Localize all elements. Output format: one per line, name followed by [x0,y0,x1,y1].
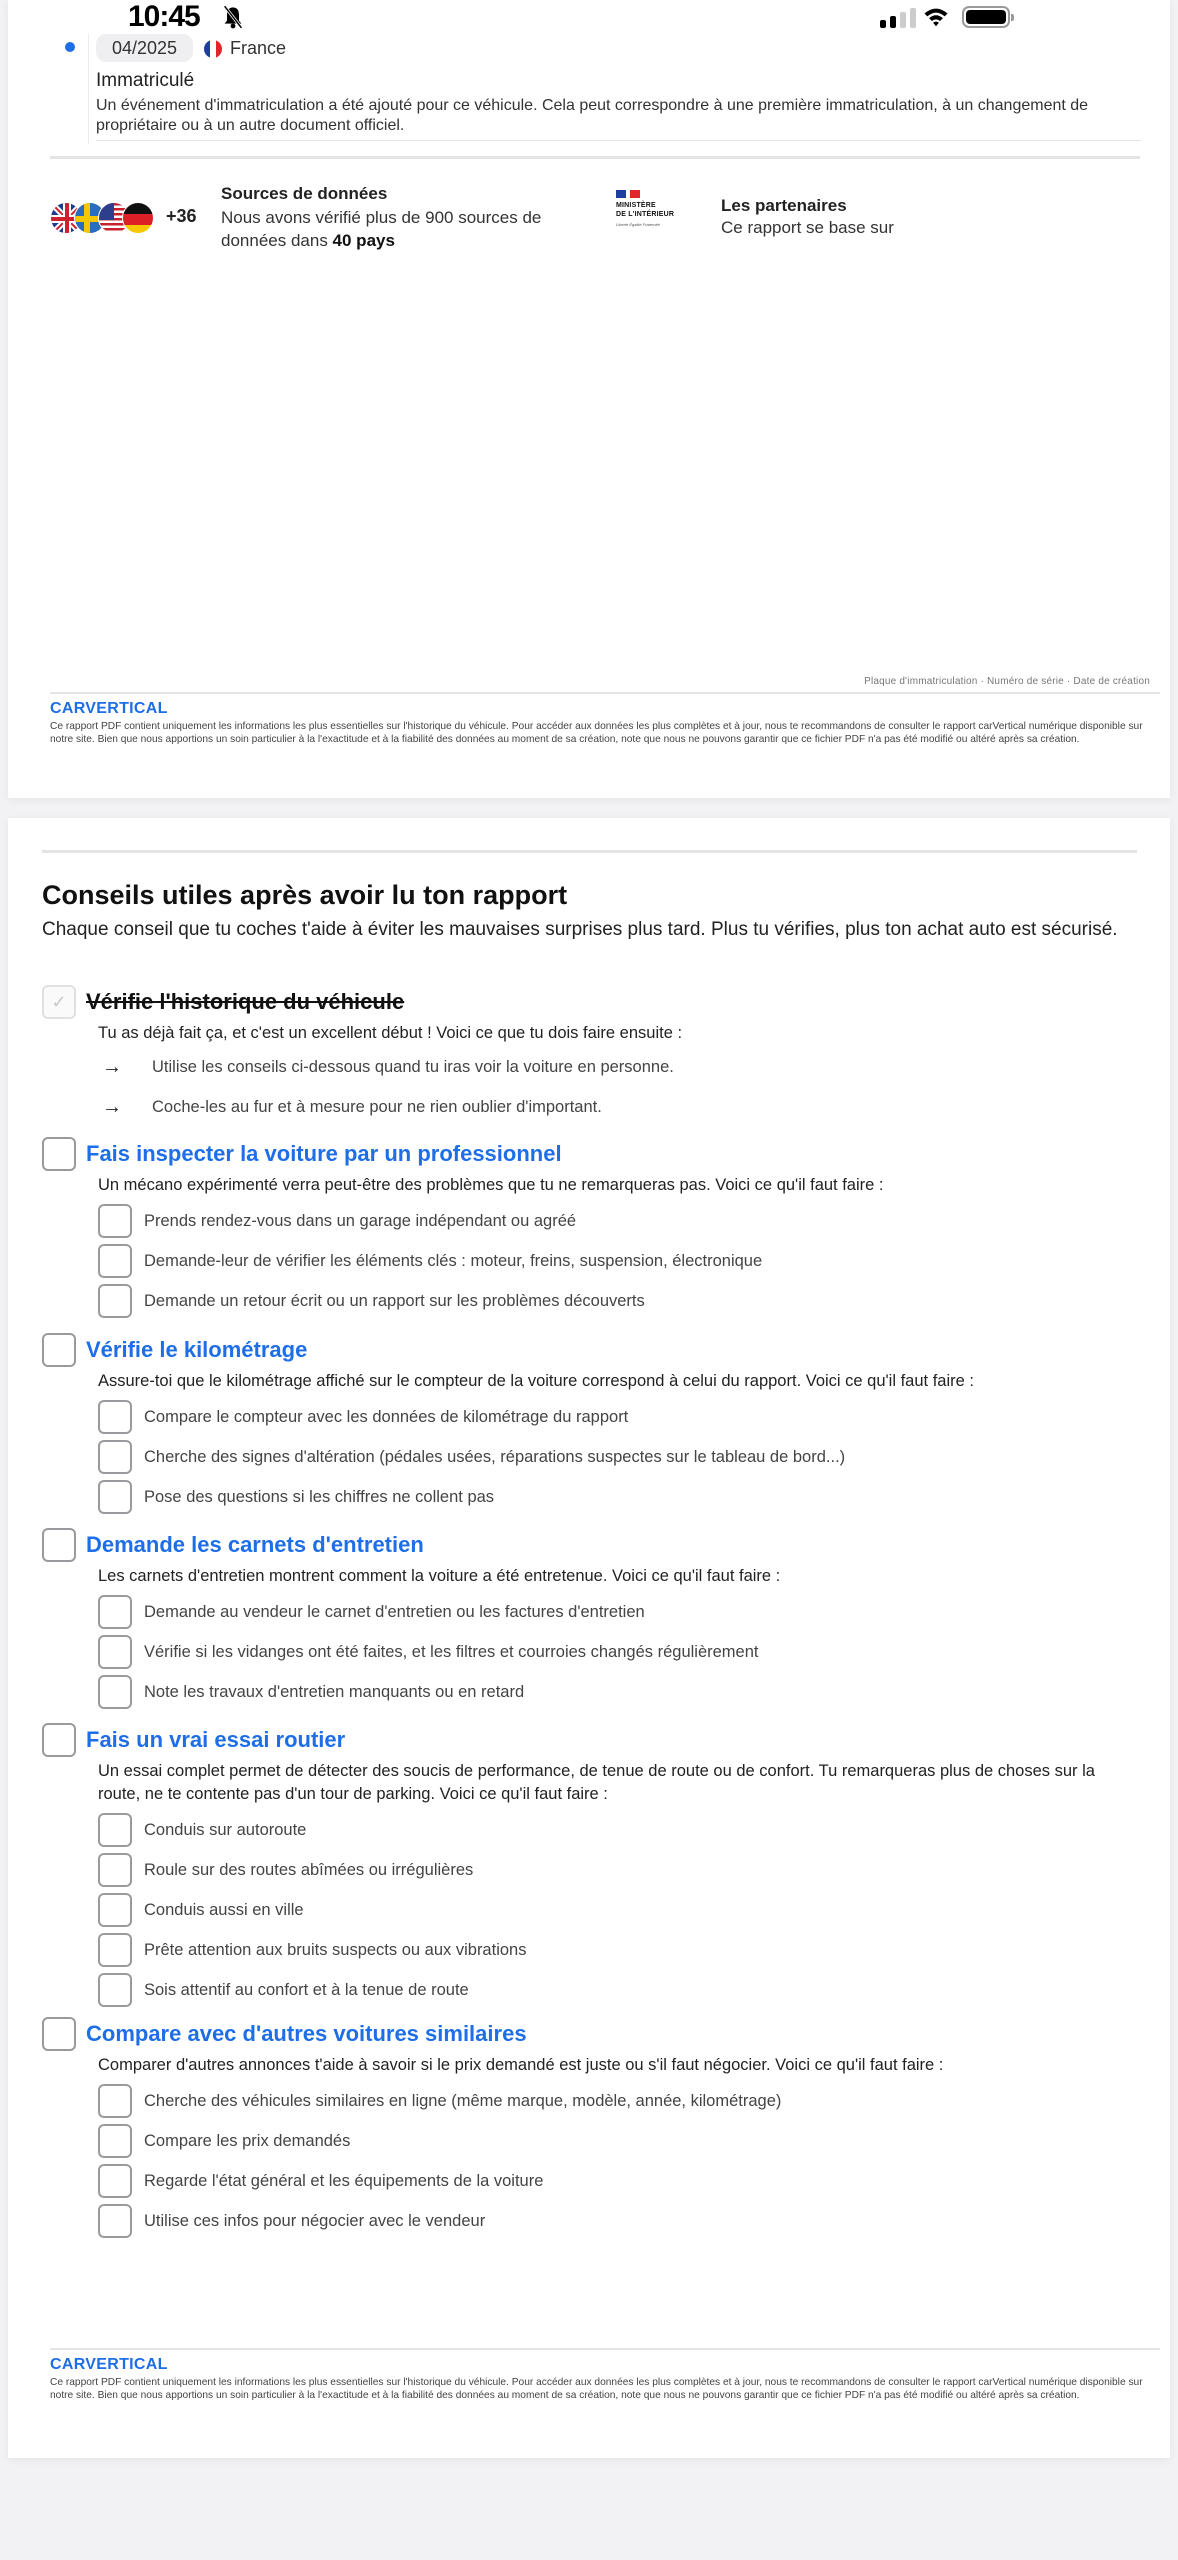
tip-subitem [98,1890,1142,1930]
subitem-checkbox[interactable] [98,2164,132,2198]
report-page-tips [8,818,1170,2458]
subitem-label: Compare le compteur avec les données de kilométrage du rapport [144,1407,629,1426]
tip-title: Vérifie le kilométrage [86,1337,308,1362]
tip-subitem [98,1477,1142,1517]
event-country-label: France [230,38,287,58]
tips-divider [42,850,1137,853]
subitem-checkbox[interactable] [98,2084,132,2118]
ministry-logo [616,190,696,228]
tip-title: Demande les carnets d'entretien [86,1532,424,1557]
check-icon: ✓ [51,991,67,1012]
tip-item [42,1724,1142,2010]
tip-description: Un essai complet permet de détecter des soucis de performance, de tenue de route ou de confort. Tu remarqueras plus de choses sur la route, ne te contente pas d'un tour de parking. Voici ce qu'il faut faire : [98,1762,1095,1803]
subitem-checkbox[interactable] [98,1893,132,1927]
arrow-right-icon: → [102,1095,122,1118]
subitem-label: Prends rendez-vous dans un garage indépendant ou agréé [144,1211,577,1230]
subitem-label: Pose des questions si les chiffres ne collent pas [144,1487,495,1506]
footer-divider [50,2348,1160,2350]
subitem-label: Regarde l'état général et les équipements de la voiture [144,2171,544,2190]
section-divider [50,156,1140,159]
extra-countries-count: +36 [166,206,197,226]
subitem-label: Sois attentif au confort et à la tenue de route [144,1980,469,1999]
sources-description-text: Nous avons vérifié plus de 900 sources de données dans [221,208,542,250]
subitem-label: Demande un retour écrit ou un rapport sur les problèmes découverts [144,1291,645,1310]
sources-title: Sources de données [221,184,388,203]
subitem-checkbox[interactable] [98,2124,132,2158]
subitem-checkbox[interactable] [98,1204,132,1238]
tip-description: Assure-toi que le kilométrage affiché sur le compteur de la voiture correspond à celui du rapport. Voici ce qu'il faut faire : [98,1372,974,1390]
event-date-chip: 04/2025 [96,34,193,62]
tip-subitem [98,2121,1142,2161]
sources-description [221,206,581,252]
subitem-checkbox[interactable] [98,1853,132,1887]
tip-description: Les carnets d'entretien montrent comment la voiture a été entretenue. Voici ce qu'il faut faire : [98,1567,781,1585]
tip-item [42,1138,1142,1321]
event-country [204,38,286,59]
partners-description: Ce rapport se base sur [721,218,894,237]
timeline-dot [65,42,75,52]
tip-done [42,986,1142,1127]
subitem-checkbox[interactable] [98,1813,132,1847]
subitem-checkbox[interactable] [98,1973,132,2007]
tip-subitem [98,2081,1142,2121]
subitem-label: Cherche des véhicules similaires en ligne (même marque, modèle, année, kilométrage) [144,2091,782,2110]
tip-description: Comparer d'autres annonces t'aide à savoir si le prix demandé est juste ou s'il faut négocier. Voici ce qu'il faut faire : [98,2056,944,2074]
sources-country-count: 40 pays [332,231,395,250]
subitem-label: Vérifie si les vidanges ont été faites, et les filtres et courroies changés régulièrement [144,1642,759,1661]
subitem-label: Cherche des signes d'altération (pédales usées, réparations suspectes sur le tableau de bord...) [144,1447,846,1466]
tip-step-text: Coche-les au fur et à mesure pour ne rien oublier d'important. [152,1097,602,1116]
signal-icon [880,8,916,28]
france-flag-icon [204,40,222,58]
subitem-label: Conduis aussi en ville [144,1900,304,1919]
subitem-checkbox[interactable] [98,1284,132,1318]
tip-checkbox[interactable] [42,1137,76,1171]
tip-subitem [98,1437,1142,1477]
tip-subitem [98,1201,1142,1241]
footer-divider [50,692,1160,694]
report-page-1 [8,0,1170,798]
tip-item [42,1334,1142,1517]
subitem-label: Compare les prix demandés [144,2131,351,2150]
event-title: Immatriculé [96,70,195,91]
tip-step [102,1047,1142,1087]
subitem-label: Utilise ces infos pour négocier avec le vendeur [144,2211,486,2230]
battery-icon [962,6,1010,28]
tip-checkbox-checked[interactable] [42,985,76,1019]
tip-title: Fais inspecter la voiture par un professionnel [86,1141,562,1166]
arrow-right-icon: → [102,1055,122,1078]
subitem-label: Demande-leur de vérifier les éléments clés : moteur, freins, suspension, électronique [144,1251,763,1270]
subitem-label: Note les travaux d'entretien manquants ou en retard [144,1682,525,1701]
germany-flag-icon [122,202,154,234]
tips-title: Conseils utiles après avoir lu ton rapport [42,880,568,910]
tip-subitem [98,1632,1142,1672]
event-divider [96,140,1141,141]
tip-subitem [98,1810,1142,1850]
wifi-icon [922,6,950,33]
status-bar [0,0,1178,34]
tip-subitem [98,2161,1142,2201]
subitem-label: Demande au vendeur le carnet d'entretien ou les factures d'entretien [144,1602,645,1621]
tip-subitem [98,1672,1142,1712]
ministry-name-line2: DE L'INTÉRIEUR [616,211,675,218]
tip-item [42,2018,1142,2241]
ministry-name-line1: MINISTÈRE [616,202,656,209]
subitem-checkbox[interactable] [98,1440,132,1474]
partners-title: Les partenaires [721,196,847,215]
subitem-checkbox[interactable] [98,1244,132,1278]
tip-checkbox[interactable] [42,1723,76,1757]
subitem-checkbox[interactable] [98,1595,132,1629]
subitem-checkbox[interactable] [98,1480,132,1514]
tip-subitem [98,1397,1142,1437]
tip-subitem [98,1241,1142,1281]
tip-subitem [98,2201,1142,2241]
tip-checkbox[interactable] [42,1528,76,1562]
carvertical-logo: CARVERTICAL [50,2356,168,2373]
tip-description: Tu as déjà fait ça, et c'est un excellent début ! Voici ce que tu dois faire ensuite : [98,1024,683,1042]
ministry-motto: Liberté Égalité Fraternité [616,222,660,227]
tip-subitem [98,1970,1142,2010]
subitem-checkbox[interactable] [98,1675,132,1709]
footer-disclaimer: Ce rapport PDF contient uniquement les informations les plus essentielles sur l'historique du véhicule. Pour accéder aux données les plus complètes et à jour, nous te recommandons de consulter le rapport carVertical numérique disponible sur notre site. Bien que nous apportions un soin particulier à la l'exactitude et à la fiabilité des données au moment de sa création, note que nous ne pouvons garantir que ce fichier PDF n'a pas été modifié ou altéré après sa création. [50,2377,1143,2401]
footer-disclaimer: Ce rapport PDF contient uniquement les informations les plus essentielles sur l'historique du véhicule. Pour accéder aux données les plus complètes et à jour, nous te recommandons de consulter le rapport carVertical numérique disponible sur notre site. Bien que nous apportions un soin particulier à la l'exactitude et à la fiabilité des données au moment de sa création, note que nous ne pouvons garantir que ce fichier PDF n'a pas été modifié ou altéré après sa création. [50,721,1143,745]
tip-subitem [98,1850,1142,1890]
status-time: 10:45 [128,0,200,33]
footer-meta: Plaque d'immatriculation · Numéro de série · Date de création [864,676,1150,687]
bell-slash-icon [222,5,244,34]
subitem-checkbox[interactable] [98,1400,132,1434]
carvertical-logo: CARVERTICAL [50,700,168,717]
timeline-line [88,34,89,144]
tip-title: Compare avec d'autres voitures similaires [86,2021,527,2046]
tip-description: Un mécano expérimenté verra peut-être des problèmes que tu ne remarqueras pas. Voici ce qu'il faut faire : [98,1176,884,1194]
subitem-label: Prête attention aux bruits suspects ou aux vibrations [144,1940,527,1959]
tip-title: Vérifie l'historique du véhicule [86,989,405,1014]
tip-checkbox[interactable] [42,1333,76,1367]
subitem-checkbox[interactable] [98,1635,132,1669]
subitem-label: Conduis sur autoroute [144,1820,307,1839]
tip-step-text: Utilise les conseils ci-dessous quand tu iras voir la voiture en personne. [152,1057,674,1076]
tip-subitem [98,1281,1142,1321]
tip-step [102,1087,1142,1127]
tip-subitem [98,1930,1142,1970]
subitem-checkbox[interactable] [98,1933,132,1967]
subitem-label: Roule sur des routes abîmées ou irrégulières [144,1860,474,1879]
tips-intro: Chaque conseil que tu coches t'aide à éviter les mauvaises surprises plus tard. Plus tu vérifies, plus ton achat auto est sécurisé. [42,919,1118,940]
tip-subitem [98,1592,1142,1632]
tip-checkbox[interactable] [42,2017,76,2051]
source-flags [50,202,146,234]
tip-title: Fais un vrai essai routier [86,1727,346,1752]
event-description: Un événement d'immatriculation a été ajouté pour ce véhicule. Cela peut correspondre à une première immatriculation, à un changement de propriétaire ou à un autre document officiel. [96,97,1089,134]
subitem-checkbox[interactable] [98,2204,132,2238]
tip-item [42,1529,1142,1712]
